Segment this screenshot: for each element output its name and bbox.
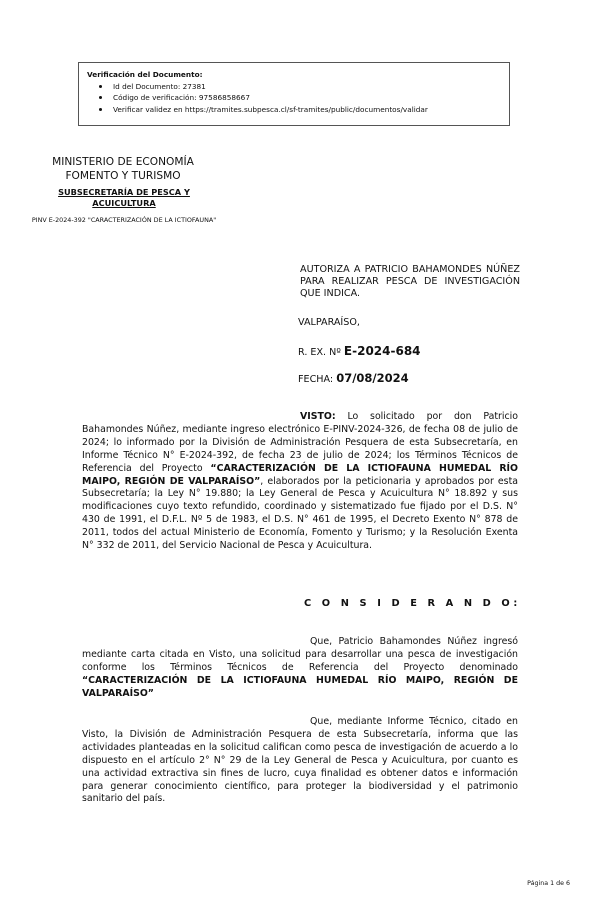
resolution-number [298,344,421,358]
ministry-heading [28,156,218,183]
verification-item-id: Id del Documento: 27381 [113,81,501,93]
rex-number: E-2024-684 [343,344,421,358]
verification-item-code: Código de verificación: 97586858667 [113,92,501,104]
page-number: Página 1 de 6 [527,880,570,887]
resolution-subject: AUTORIZA A PATRICIO BAHAMONDES NÚÑEZ PARA REALIZAR PESCA DE INVESTIGACIÓN QUE INDICA. [300,264,520,299]
resolution-date [298,371,409,385]
ministry-line-1: MINISTERIO DE ECONOMÍA [52,156,194,168]
visto-project: “CARACTERIZACIÓN DE LA ICTIOFAUNA HUMEDAL RÍO MAIPO, REGIÓN DE VALPARAÍSO” [82,462,518,487]
city-line: VALPARAÍSO, [298,317,360,328]
subsecretaria-heading: SUBSECRETARÍA DE PESCA Y ACUICULTURA [58,187,190,208]
fecha-label: FECHA: [298,374,334,385]
considerando-p1-text: Que, Patricio Bahamondes Núñez ingresó mediante carta citada en Visto, una solicitud para desarrollar una pesca de investigación conforme los Términos Técnicos de Referencia del Proyecto denominado [82,636,518,673]
considerando-paragraph-2: Que, mediante Informe Técnico, citado en Visto, la División de Administración Pesquera de esta Subsecretaría, informa que las actividades planteadas en la solicitud califican como pesca de investigación de acuerdo a lo dispuesto en el artículo 2° N° 29 de la Ley General de Pesca y Acuicultura, por cuanto es una actividad extractiva sin fines de lucro, cuya finalidad es obtener datos e información para generar conocimiento científico, para proteger la biodiversidad y el patrimonio sanitario del país. [82,716,518,805]
verification-title: Verificación del Documento: [87,70,203,79]
ministry-line-2: FOMENTO Y TURISMO [65,169,181,182]
fecha-value: 07/08/2024 [336,371,409,385]
verification-item-url[interactable]: Verificar validez en https://tramites.subpesca.cl/sf-tramites/public/documentos/validar [113,104,501,116]
visto-label: VISTO: [300,411,336,422]
visto-text-2: , elaborados por la peticionaria y aprobados por esta Subsecretaría; la Ley N° 19.880; la Ley General de Pesca y Acuicultura N° 18.892 y sus modificaciones cuyo texto refundido, coordinado y sistematizado fue fijado por el D.S. N° 430 de 1991, el D.F.L. Nº 5 de 1983, el D.S. N° 461 de 1995, el Decreto Exento N° 878 de 2011, todos del actual Ministerio de Economía, Fomento y Turismo; y la Resolución Exenta N° 332 de 2011, del Servicio Nacional de Pesca y Acuicultura. [82,475,518,552]
considerando-heading: C O N S I D E R A N D O: [304,598,521,609]
verification-box [78,62,510,126]
visto-text-1: Lo solicitado por don Patricio Bahamondes Núñez, mediante ingreso electrónico E-PINV-2024-326, de fecha 08 de julio de 2024; lo informado por la División de Administración Pesquera de esta Subsecretaría, en Informe Técnico N° E-2024-392, de fecha 23 de julio de 2024; los Términos Técnicos de Referencia del Proyecto [82,411,518,474]
considerando-paragraph-1 [82,636,518,701]
considerando-p1-project: “CARACTERIZACIÓN DE LA ICTIOFAUNA HUMEDAL RÍO MAIPO, REGIÓN DE VALPARAÍSO” [82,674,518,699]
pinv-reference: PINV E-2024-392 "CARACTERIZACIÓN DE LA ICTIOFAUNA" [31,216,217,224]
visto-paragraph [82,411,518,553]
verification-list [87,81,501,116]
rex-label: R. EX. Nº [298,347,341,358]
